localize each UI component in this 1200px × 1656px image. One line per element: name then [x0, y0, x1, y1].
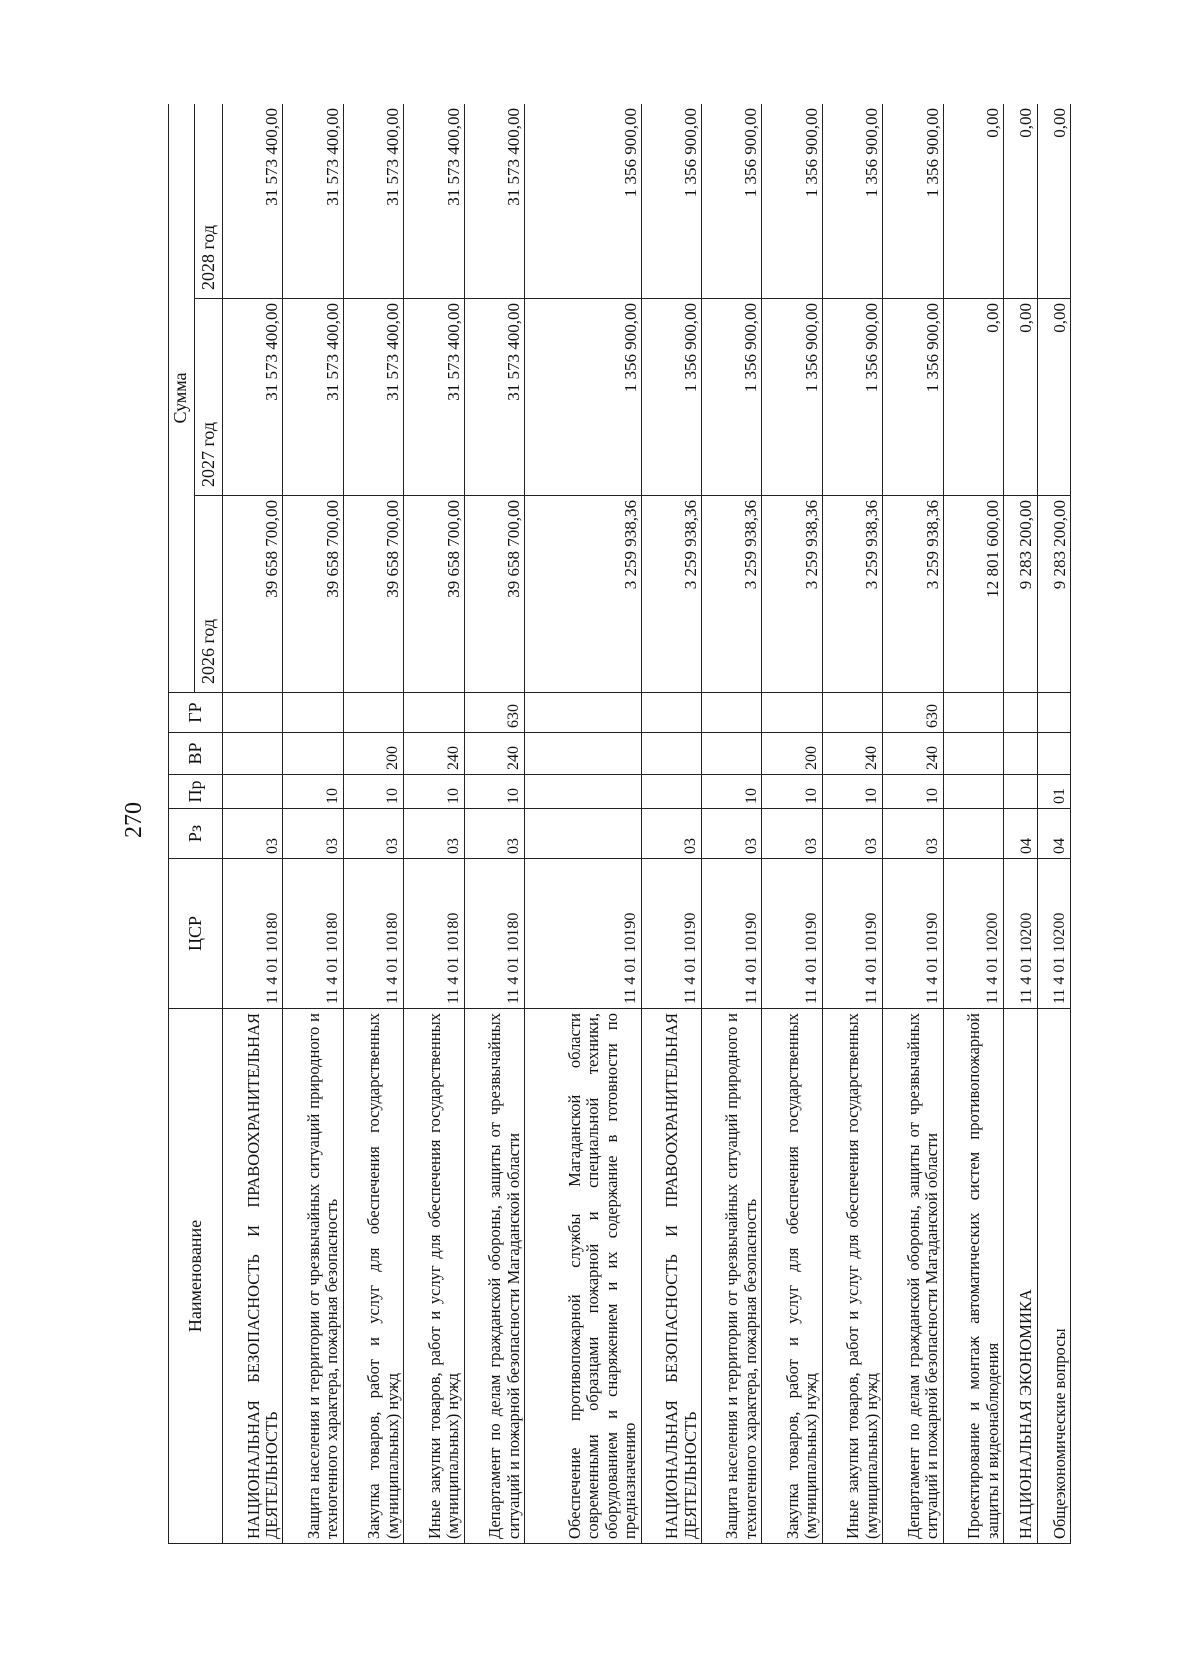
- cell-sum-2026: 39 658 700,00: [223, 496, 283, 693]
- cell-name: НАЦИОНАЛЬНАЯ ЭКОНОМИКА: [1004, 1009, 1037, 1544]
- cell-gr: [1037, 693, 1071, 733]
- cell-name: Защита населения и территории от чрезвычайных ситуаций природного и техногенного характера, пожарная безопасность: [701, 1009, 761, 1544]
- cell-name: Проектирование и монтаж автоматических систем противопожарной защиты и видеонаблюдения: [943, 1009, 1003, 1544]
- cell-sum-2027: 31 573 400,00: [464, 299, 524, 496]
- cell-sum-2028: 31 573 400,00: [464, 104, 524, 299]
- cell-vr: [283, 733, 343, 775]
- cell-rz: 03: [283, 809, 343, 859]
- cell-pr: 10: [343, 775, 403, 809]
- cell-sum-2028: 1 356 900,00: [883, 104, 943, 299]
- table-row: [223, 104, 283, 1544]
- cell-pr: 10: [701, 775, 761, 809]
- cell-rz: 03: [822, 809, 882, 859]
- cell-rz: 03: [701, 809, 761, 859]
- cell-gr: [822, 693, 882, 733]
- cell-sum-2028: 31 573 400,00: [343, 104, 403, 299]
- cell-sum-2026: 9 283 200,00: [1037, 496, 1071, 693]
- cell-rz: 03: [343, 809, 403, 859]
- cell-sum-2028: 1 356 900,00: [701, 104, 761, 299]
- cell-pr: [223, 775, 283, 809]
- cell-name: Департамент по делам гражданской обороны, защиты от чрезвычайных ситуаций и пожарной безопасности Магаданской области: [883, 1009, 943, 1544]
- cell-gr: [223, 693, 283, 733]
- cell-csr: 11 4 01 10190: [762, 859, 822, 1009]
- cell-pr: [943, 775, 1003, 809]
- cell-vr: [1037, 733, 1071, 775]
- table-row: [822, 104, 882, 1544]
- cell-sum-2027: 1 356 900,00: [641, 299, 701, 496]
- cell-sum-2026: 3 259 938,36: [641, 496, 701, 693]
- table-header: [169, 104, 223, 1544]
- cell-pr: 01: [1037, 775, 1071, 809]
- cell-csr: 11 4 01 10180: [343, 859, 403, 1009]
- cell-name: Обеспечение противопожарной службы Магаданской области современными образцами пожарной и специальной техники, оборудованием и снаряжением и их содержание в готовности по предназначению: [525, 1009, 641, 1544]
- header-csr: ЦСР: [169, 859, 223, 1009]
- table-row: [1004, 104, 1037, 1544]
- table-row: [1037, 104, 1071, 1544]
- cell-sum-2028: 0,00: [1037, 104, 1071, 299]
- cell-csr: 11 4 01 10200: [1037, 859, 1071, 1009]
- cell-sum-2026: 39 658 700,00: [343, 496, 403, 693]
- cell-sum-2027: 31 573 400,00: [404, 299, 464, 496]
- cell-pr: 10: [283, 775, 343, 809]
- cell-pr: 10: [404, 775, 464, 809]
- cell-rz: 03: [223, 809, 283, 859]
- cell-sum-2028: 31 573 400,00: [223, 104, 283, 299]
- cell-sum-2026: 39 658 700,00: [404, 496, 464, 693]
- cell-vr: [701, 733, 761, 775]
- cell-sum-2026: 3 259 938,36: [762, 496, 822, 693]
- cell-gr: 630: [464, 693, 524, 733]
- header-rz: Рз: [169, 809, 223, 859]
- cell-sum-2026: 39 658 700,00: [283, 496, 343, 693]
- cell-name: НАЦИОНАЛЬНАЯ БЕЗОПАСНОСТЬ И ПРАВООХРАНИТЕЛЬНАЯ ДЕЯТЕЛЬНОСТЬ: [223, 1009, 283, 1544]
- cell-vr: 200: [762, 733, 822, 775]
- cell-vr: 240: [404, 733, 464, 775]
- cell-sum-2028: 1 356 900,00: [641, 104, 701, 299]
- cell-name: Общеэкономические вопросы: [1037, 1009, 1071, 1544]
- cell-vr: 240: [883, 733, 943, 775]
- cell-rz: 03: [762, 809, 822, 859]
- cell-rz: 03: [404, 809, 464, 859]
- table-row: [762, 104, 822, 1544]
- header-year-2028: 2028 год: [195, 104, 223, 299]
- cell-sum-2026: 3 259 938,36: [822, 496, 882, 693]
- header-sum: Сумма: [169, 104, 195, 693]
- cell-name: НАЦИОНАЛЬНАЯ БЕЗОПАСНОСТЬ И ПРАВООХРАНИТЕЛЬНАЯ ДЕЯТЕЛЬНОСТЬ: [641, 1009, 701, 1544]
- cell-pr: [641, 775, 701, 809]
- cell-rz: 03: [464, 809, 524, 859]
- budget-table: [168, 104, 1071, 1544]
- cell-pr: [1004, 775, 1037, 809]
- header-vr: ВР: [169, 733, 223, 775]
- cell-gr: [641, 693, 701, 733]
- cell-gr: [525, 693, 641, 733]
- cell-csr: 11 4 01 10190: [641, 859, 701, 1009]
- cell-csr: 11 4 01 10190: [822, 859, 882, 1009]
- cell-vr: 240: [464, 733, 524, 775]
- cell-name: Иные закупки товаров, работ и услуг для обеспечения государственных (муниципальных) нужд: [404, 1009, 464, 1544]
- cell-csr: 11 4 01 10190: [883, 859, 943, 1009]
- cell-sum-2027: 1 356 900,00: [883, 299, 943, 496]
- cell-name: Закупка товаров, работ и услуг для обеспечения государственных (муниципальных) нужд: [343, 1009, 403, 1544]
- cell-sum-2028: 0,00: [943, 104, 1003, 299]
- table-row: [641, 104, 701, 1544]
- cell-sum-2028: 1 356 900,00: [525, 104, 641, 299]
- cell-sum-2027: 31 573 400,00: [223, 299, 283, 496]
- table-row: [943, 104, 1003, 1544]
- cell-rz: 04: [1004, 809, 1037, 859]
- cell-sum-2028: 1 356 900,00: [762, 104, 822, 299]
- table-row: [464, 104, 524, 1544]
- table-row: [525, 104, 641, 1544]
- cell-gr: [1004, 693, 1037, 733]
- cell-sum-2027: 0,00: [1004, 299, 1037, 496]
- cell-sum-2027: 1 356 900,00: [762, 299, 822, 496]
- cell-gr: [283, 693, 343, 733]
- cell-gr: 630: [883, 693, 943, 733]
- cell-csr: 11 4 01 10190: [701, 859, 761, 1009]
- cell-sum-2027: 31 573 400,00: [343, 299, 403, 496]
- cell-sum-2026: 3 259 938,36: [701, 496, 761, 693]
- cell-sum-2028: 31 573 400,00: [404, 104, 464, 299]
- cell-sum-2027: 0,00: [943, 299, 1003, 496]
- cell-sum-2027: 31 573 400,00: [283, 299, 343, 496]
- cell-sum-2027: 1 356 900,00: [701, 299, 761, 496]
- cell-name: Иные закупки товаров, работ и услуг для обеспечения государственных (муниципальных) нужд: [822, 1009, 882, 1544]
- cell-csr: 11 4 01 10200: [943, 859, 1003, 1009]
- cell-pr: [525, 775, 641, 809]
- cell-pr: 10: [822, 775, 882, 809]
- table-row: [701, 104, 761, 1544]
- rotated-table-container: [168, 104, 1071, 1544]
- cell-sum-2026: 39 658 700,00: [464, 496, 524, 693]
- cell-csr: 11 4 01 10180: [283, 859, 343, 1009]
- rotated-page-area: [168, 104, 1071, 1544]
- header-year-2027: 2027 год: [195, 299, 223, 496]
- table-row: [883, 104, 943, 1544]
- cell-vr: [943, 733, 1003, 775]
- header-gr: ГР: [169, 693, 223, 733]
- cell-vr: 240: [822, 733, 882, 775]
- cell-sum-2028: 1 356 900,00: [822, 104, 882, 299]
- cell-vr: [1004, 733, 1037, 775]
- cell-sum-2028: 0,00: [1004, 104, 1037, 299]
- cell-vr: [223, 733, 283, 775]
- cell-vr: [641, 733, 701, 775]
- table-row: [283, 104, 343, 1544]
- cell-name: Департамент по делам гражданской обороны, защиты от чрезвычайных ситуаций и пожарной безопасности Магаданской области: [464, 1009, 524, 1544]
- cell-csr: 11 4 01 10200: [1004, 859, 1037, 1009]
- cell-csr: 11 4 01 10180: [404, 859, 464, 1009]
- cell-sum-2026: 9 283 200,00: [1004, 496, 1037, 693]
- cell-rz: [943, 809, 1003, 859]
- cell-csr: 11 4 01 10180: [464, 859, 524, 1009]
- cell-sum-2026: 3 259 938,36: [883, 496, 943, 693]
- cell-csr: 11 4 01 10190: [525, 859, 641, 1009]
- table-row: [343, 104, 403, 1544]
- cell-sum-2026: 12 801 600,00: [943, 496, 1003, 693]
- cell-name: Закупка товаров, работ и услуг для обеспечения государственных (муниципальных) нужд: [762, 1009, 822, 1544]
- cell-vr: 200: [343, 733, 403, 775]
- cell-pr: 10: [883, 775, 943, 809]
- cell-sum-2027: 1 356 900,00: [822, 299, 882, 496]
- cell-rz: 03: [883, 809, 943, 859]
- header-name: Наименование: [169, 1009, 223, 1544]
- cell-name: Защита населения и территории от чрезвычайных ситуаций природного и техногенного характера, пожарная безопасность: [283, 1009, 343, 1544]
- cell-sum-2027: 0,00: [1037, 299, 1071, 496]
- cell-pr: 10: [762, 775, 822, 809]
- page-number: 270: [121, 802, 147, 838]
- cell-vr: [525, 733, 641, 775]
- table-body: [223, 104, 1071, 1544]
- table-row: [404, 104, 464, 1544]
- cell-sum-2028: 31 573 400,00: [283, 104, 343, 299]
- cell-rz: [525, 809, 641, 859]
- header-year-2026: 2026 год: [195, 496, 223, 693]
- cell-rz: 03: [641, 809, 701, 859]
- cell-sum-2027: 1 356 900,00: [525, 299, 641, 496]
- cell-gr: [762, 693, 822, 733]
- header-pr: Пр: [169, 775, 223, 809]
- cell-csr: 11 4 01 10180: [223, 859, 283, 1009]
- cell-gr: [343, 693, 403, 733]
- cell-pr: 10: [464, 775, 524, 809]
- cell-gr: [943, 693, 1003, 733]
- cell-rz: 04: [1037, 809, 1071, 859]
- cell-gr: [404, 693, 464, 733]
- cell-sum-2026: 3 259 938,36: [525, 496, 641, 693]
- cell-gr: [701, 693, 761, 733]
